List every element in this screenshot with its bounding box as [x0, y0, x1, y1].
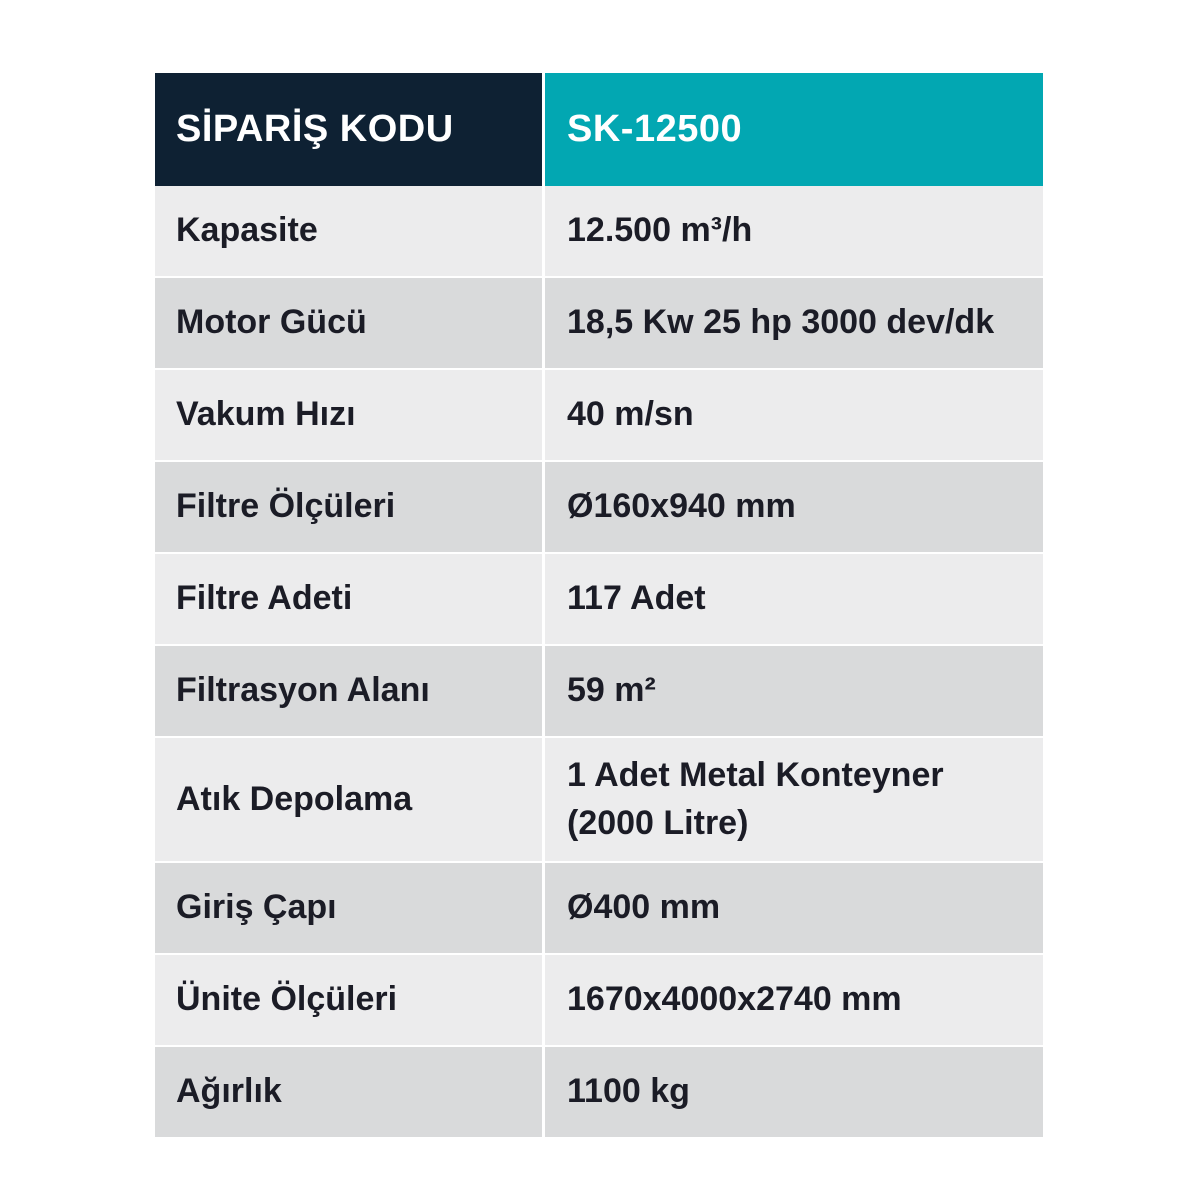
table-row: [155, 953, 1043, 1045]
spec-value: 117 Adet: [545, 554, 1043, 644]
table-row: [155, 736, 1043, 861]
spec-label: Atık Depolama: [155, 738, 545, 861]
spec-value: 40 m/sn: [545, 370, 1043, 460]
spec-value: 1 Adet Metal Konteyner (2000 Litre): [545, 738, 1043, 861]
spec-value: 1100 kg: [545, 1047, 1043, 1137]
table-row: [155, 1045, 1043, 1137]
table-row: [155, 368, 1043, 460]
table-row: [155, 460, 1043, 552]
spec-value: 59 m²: [545, 646, 1043, 736]
table-row: [155, 276, 1043, 368]
table-row: [155, 186, 1043, 276]
spec-value: 1670x4000x2740 mm: [545, 955, 1043, 1045]
spec-label: Vakum Hızı: [155, 370, 545, 460]
spec-value: Ø400 mm: [545, 863, 1043, 953]
header-order-code-value: SK-12500: [545, 73, 1043, 186]
spec-rows: [155, 186, 1043, 1137]
table-header-row: [155, 73, 1043, 186]
spec-label: Motor Gücü: [155, 278, 545, 368]
spec-value: 18,5 Kw 25 hp 3000 dev/dk: [545, 278, 1043, 368]
spec-label: Ünite Ölçüleri: [155, 955, 545, 1045]
spec-label: Ağırlık: [155, 1047, 545, 1137]
table-row: [155, 861, 1043, 953]
spec-value: 12.500 m³/h: [545, 186, 1043, 276]
spec-label: Filtre Ölçüleri: [155, 462, 545, 552]
spec-value: Ø160x940 mm: [545, 462, 1043, 552]
spec-table: [155, 73, 1043, 1137]
spec-label: Kapasite: [155, 186, 545, 276]
table-row: [155, 552, 1043, 644]
header-order-code-label: SİPARİŞ KODU: [155, 73, 545, 186]
spec-label: Filtre Adeti: [155, 554, 545, 644]
spec-label: Giriş Çapı: [155, 863, 545, 953]
table-row: [155, 644, 1043, 736]
spec-label: Filtrasyon Alanı: [155, 646, 545, 736]
